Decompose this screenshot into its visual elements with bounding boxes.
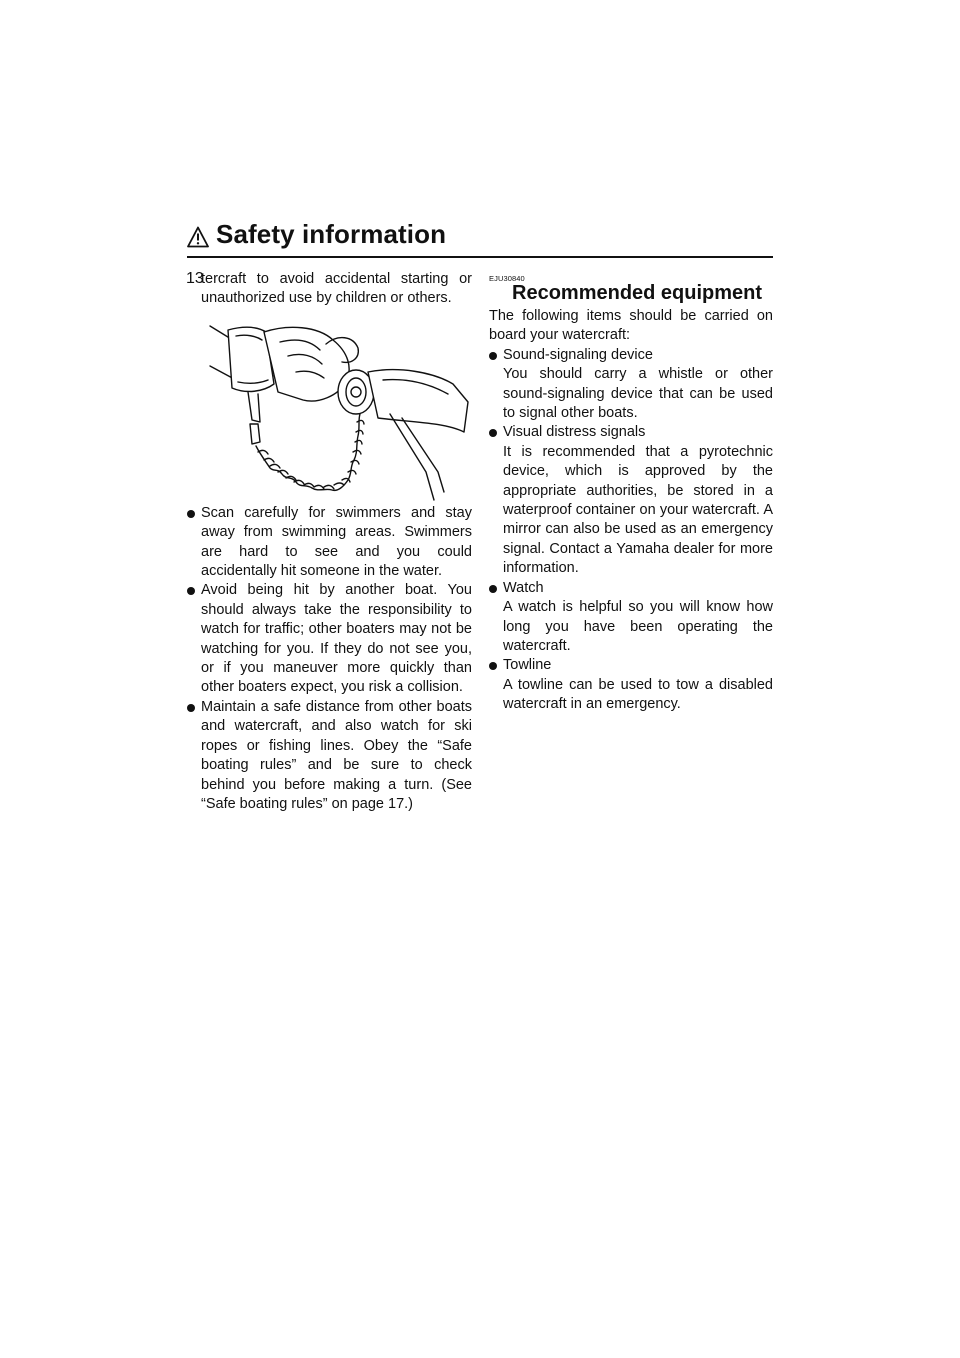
left-bullet-list [187, 504, 472, 815]
item-title: Watch [503, 579, 544, 596]
item-title: Visual distress signals [503, 424, 646, 441]
item-desc: You should carry a whistle or other sound-signaling device that can be used to signal other boats. [503, 366, 773, 422]
bullet-icon [489, 352, 497, 360]
warning-triangle-icon [187, 226, 209, 248]
section-code: EJU30840 [489, 274, 525, 283]
item-desc: A towline can be used to tow a disabled watercraft in an emergency. [503, 676, 773, 713]
item-desc: A watch is helpful so you will know how long you have been operating the watercraft. [503, 599, 773, 654]
left-column [201, 270, 472, 814]
list-item: Avoid being hit by another boat. You should always take the responsibility to watch for traffic; other boaters may not be watching for you. If they do not see you, or if you maneuver more quickly than other boaters expect, you risk a collision. [187, 581, 472, 697]
list-item [489, 656, 773, 714]
bullet-icon [187, 704, 195, 712]
bullet-icon [187, 510, 195, 518]
continuation-text: tercraft to avoid accidental starting or unauthorized use by children or others. [201, 271, 472, 307]
list-item: Maintain a safe distance from other boats and watercraft, and also watch for ski ropes or fishing lines. Obey the “Safe boating rules” and be sure to check behind you before making a turn. (See “Safe boating rules” on page 17.) [187, 698, 472, 814]
item-desc: It is recommended that a pyrotechnic device, which is approved by the appropriate authorities, be stored in a waterproof container on your watercraft. A mirror can also be used as an emergency signal. Contact a Yamaha dealer for more information. [503, 443, 773, 577]
bullet-icon [489, 429, 497, 437]
list-item [489, 579, 773, 657]
equipment-list [489, 346, 773, 715]
item-title: Sound-signaling device [503, 346, 653, 363]
page-number: 13 [186, 270, 204, 287]
item-title: Towline [503, 657, 552, 674]
page-title: Safety information [216, 219, 447, 249]
section-intro: The following items should be carried on board your watercraft: [489, 308, 773, 344]
list-item: Scan carefully for swimmers and stay away from swimming areas. Swimmers are hard to see and you could accidentally hit someone in the water. [187, 504, 472, 582]
list-item [489, 423, 773, 578]
bullet-icon [489, 585, 497, 593]
section-title: Recommended equipment [512, 282, 763, 304]
bullet-icon [187, 587, 195, 595]
page-header [187, 219, 773, 258]
list-item [489, 346, 773, 424]
bullet-icon [489, 662, 497, 670]
right-column [489, 264, 773, 715]
